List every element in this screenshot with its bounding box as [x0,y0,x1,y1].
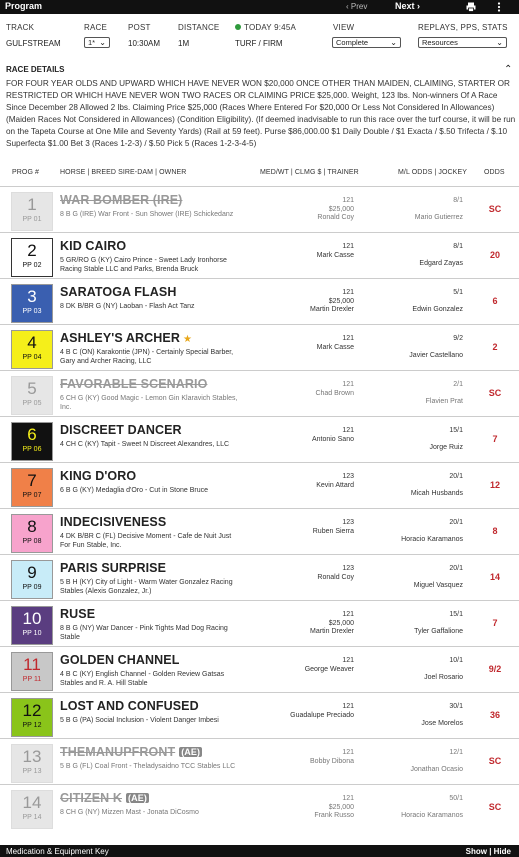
ml-odds-jockey [401,519,463,544]
jockey: Jorge Ruiz [429,443,463,451]
entry-row[interactable] [0,784,519,830]
program-number-badge [11,606,53,645]
ml-odds-jockey [421,703,463,728]
col-horse: HORSE | BREED SIRE-DAM | OWNER [60,169,187,176]
program-number-badge [11,422,53,461]
program-number: 1 [27,195,37,214]
weight: 121 [342,657,354,664]
col-prog: PROG # [12,169,40,176]
ml-odds-jockey [410,749,463,774]
horse-name[interactable] [60,285,176,299]
weight: 123 [342,519,354,526]
trainer: Kevin Attard [316,481,354,489]
entry-row[interactable] [0,508,519,554]
trainer: Martin Drexler [310,306,354,313]
program-number-badge [11,698,53,737]
horse-name[interactable] [60,193,182,207]
live-odds: 9/2 [488,664,502,674]
trainer: George Weaver [304,665,354,673]
entry-row[interactable] [0,646,519,692]
entry-row[interactable] [0,554,519,600]
ml-odds-jockey [401,795,463,820]
jockey: Tyler Gaffalione [414,627,463,635]
replays-label: REPLAYS, PPS, STATS [418,23,508,32]
ae-badge: (AE) [181,747,201,757]
claiming-price: $25,000 [328,803,354,811]
horse-name-text: RUSE [60,607,96,621]
horse-name-text: INDECISIVENESS [60,515,167,529]
col-odds: ODDS [484,169,505,176]
jockey: Miguel Vasquez [413,581,463,589]
ml-odds: 15/1 [449,611,463,618]
med-wt-trainer [310,749,354,766]
breed-sire-dam-owner: 4 B C (ON) Karakontie (JPN) - Certainly Special Barber, Gary and Archer Racing, LLC [60,349,234,365]
weight: 121 [342,335,354,342]
weight: 121 [342,243,354,250]
program-number-badge [11,514,53,553]
live-odds: 36 [489,710,500,720]
horse-name-text: CITIZEN K [60,791,123,805]
med-wt-trainer [317,565,354,582]
ml-odds-jockey [414,611,463,636]
weight: 121 [342,427,354,434]
post-position: PP 11 [22,676,42,683]
horse-name-text: ASHLEY'S ARCHER [60,331,180,345]
horse-name[interactable] [60,469,136,483]
weight: 121 [342,289,354,296]
med-wt-trainer [316,473,354,490]
med-wt-trainer [310,289,354,315]
track-value: GULFSTREAM [6,39,61,48]
ml-odds: 8/1 [453,197,463,204]
medication-key-bar [0,845,519,857]
program-number: 13 [22,747,42,766]
horse-name[interactable] [60,561,166,575]
medication-key-label: Medication & Equipment Key [6,847,109,856]
jockey: Mario Gutierrez [414,213,463,221]
horse-name-text: SARATOGA FLASH [60,285,177,299]
program-number-badge [11,744,53,783]
post-position: PP 06 [22,446,42,453]
weight: 121 [342,749,354,756]
ml-odds-jockey [424,657,463,682]
trainer: Guadalupe Preciado [290,711,354,719]
med-wt-trainer [305,657,354,674]
med-wt-trainer [314,795,354,821]
program-number: 3 [27,287,37,306]
horse-name-text: KID CAIRO [60,239,127,253]
live-odds: SC [488,802,502,812]
horse-name-text: GOLDEN CHANNEL [60,653,180,667]
trainer: Ronald Coy [317,573,354,581]
show-hide-toggle[interactable]: Show | Hide [465,847,511,856]
replays-select[interactable] [418,37,507,48]
race-label: RACE [84,23,108,32]
live-odds: 14 [489,572,500,582]
horse-name[interactable] [60,239,126,253]
jockey: Edwin Gonzalez [412,305,463,313]
breed-sire-dam-owner: 5 GR/RO G (KY) Cairo Prince - Sweet Lady Ironhorse Racing Stable LLC and Parks, Brenda Bruck [60,257,227,273]
breed-sire-dam-owner: 6 B G (KY) Medaglia d'Oro - Cut in Stone Bruce [60,487,209,494]
claiming-price: $25,000 [328,619,354,627]
race-details-title: RACE DETAILS [6,65,65,74]
horse-name[interactable] [60,331,192,345]
jockey: Horacio Karamanos [401,811,463,819]
ml-odds: 50/1 [449,795,463,802]
post-position: PP 13 [22,768,42,775]
post-value: 10:30AM [128,39,161,48]
post-position: PP 01 [22,216,42,223]
program-number: 2 [27,241,37,260]
live-odds: 6 [492,296,498,306]
horse-name[interactable] [60,423,182,437]
ml-odds: 20/1 [449,519,463,526]
today-label: TODAY 9:45A [244,23,297,32]
trainer: Ronald Coy [317,214,354,221]
ml-odds: 2/1 [453,381,463,388]
program-number-badge [11,284,53,323]
program-number: 9 [27,563,37,582]
distance-label: DISTANCE [178,23,220,32]
horse-name[interactable] [60,745,202,759]
ml-odds-jockey [415,197,463,222]
weight: 121 [342,795,354,802]
entry-row[interactable] [0,600,519,646]
program-number: 8 [27,517,37,536]
post-position: PP 14 [22,814,42,821]
chevron-down-icon: ⌄ [496,38,503,47]
breed-sire-dam-owner: 8 DK B/BR G (NY) Laoban - Flash Act Tanz [60,303,195,310]
ml-odds: 30/1 [449,703,463,710]
trainer: Frank Russo [314,812,354,819]
breed-sire-dam-owner: 6 CH G (KY) Good Magic - Lemon Gin Klaravich Stables, Inc. [60,395,238,411]
breed-sire-dam-owner: 8 B G (IRE) War Front - Sun Shower (IRE) Schickedanz [60,211,234,218]
collapse-chevron-up-icon[interactable]: ⌃ [504,64,513,75]
horse-name[interactable] [60,607,95,621]
entry-row[interactable] [0,462,519,508]
horse-name-text: THEMANUPFRONT [60,745,176,759]
horse-name-text: DISCREET DANCER [60,423,182,437]
ml-odds-jockey [411,473,463,498]
ml-odds: 10/1 [449,657,463,664]
breed-sire-dam-owner: 5 B G (PA) Social Inclusion - Violent Danger Imbesi [60,717,219,724]
ml-odds-jockey [430,427,463,452]
program-title: Program [5,1,43,11]
horse-name[interactable] [60,515,166,529]
ml-odds: 15/1 [449,427,463,434]
program-number-badge [11,192,53,231]
col-med: MED/WT | CLMG $ | TRAINER [260,169,359,176]
breed-sire-dam-owner: 8 CH G (NY) Mizzen Mast - Jonata DiCosmo [60,809,199,816]
trainer: Ruben Sierra [312,527,354,535]
printer-icon[interactable] [466,2,476,12]
horse-name[interactable] [60,699,199,713]
horse-name[interactable] [60,653,179,667]
jockey: Flavien Prat [425,397,463,405]
ml-odds-jockey [426,381,463,406]
program-number: 5 [27,379,37,398]
horse-name[interactable] [60,791,149,805]
prev-label: Prev [350,2,368,11]
jockey: Jonathan Ocasio [410,765,463,773]
jockey: Joel Rosario [424,673,463,681]
weight: 121 [342,197,354,204]
program-number-badge [11,238,53,277]
replays-select-value: Resources [422,38,458,47]
race-select[interactable] [84,37,110,48]
program-number-badge [11,468,53,507]
jockey: Jose Morelos [421,719,463,727]
ml-odds: 12/1 [449,749,463,756]
live-odds: 7 [492,434,498,444]
live-odds: SC [488,756,502,766]
live-odds: 8 [492,526,498,536]
live-odds: SC [488,204,502,214]
entry-row[interactable] [0,692,519,738]
trainer: Martin Drexler [310,628,354,635]
program-number: 7 [27,471,37,490]
breed-sire-dam-owner: 5 B H (KY) City of Light - Warm Water Gonzalez Racing Stables (Alexis Gonzalez, Jr.) [60,579,233,595]
jockey: Horacio Karamanos [401,535,463,543]
trainer: Mark Casse [316,251,354,259]
live-odds: 12 [489,480,500,490]
entry-row[interactable] [0,738,519,784]
weight: 123 [342,565,354,572]
post-position: PP 04 [22,354,42,361]
med-wt-trainer [317,335,354,352]
program-number-badge [11,790,53,829]
live-odds: 7 [492,618,498,628]
breed-sire-dam-owner: 8 B G (NY) War Dancer - Pink Tights Mad Dog Racing Stable [60,625,228,641]
ml-odds: 9/2 [453,335,463,342]
claiming-price: $25,000 [328,205,354,213]
race-details-text: FOR FOUR YEAR OLDS AND UPWARD WHICH HAVE NEVER WON $20,000 ONCE OTHER THAN MAIDEN, CLAIMING, STARTER OR RESTRICTED OR WHICH HAVE NEVER WON TWO RACES OR CLAIMING PRICE $25,000. Weight, 123 lbs. Non-winners Of A Race Since December 28 Allowed 2 lbs. Claiming Price $25,000 (Races Where Entered For $20,000 Or Less Not Considered In Allowances)(Maiden Races Not Considered in Allowances) (Condition Eligibility). (If deemed inadvisable to run this race over the turf course, it will be run on the Tapeta Course at One Mile and Seventy Yards) (Rail at 59 feet). Purse $86,000.00 $1 Daily Double / $1 Exacta / $.50 Trifecta / $.10 Superfecta $1.00 Bet 3 (Races 1-2-3) / $.50 Pick 5 (Races 1-2-3-4-5) [6,79,516,148]
breed-sire-dam-owner: 4 CH C (KY) Tapit - Sweet N Discreet Alexandres, LLC [60,441,230,448]
kebab-menu-icon[interactable] [494,2,504,12]
post-position: PP 08 [22,538,42,545]
ml-odds: 20/1 [449,565,463,572]
ml-odds-jockey [412,289,463,314]
weight: 121 [342,381,354,388]
horse-name-text: LOST AND CONFUSED [60,699,199,713]
horse-name-text: FAVORABLE SCENARIO [60,377,208,391]
jockey: Micah Husbands [410,489,463,497]
view-select[interactable] [332,37,401,48]
ml-odds-jockey [419,243,463,268]
horse-name-text: PARIS SURPRISE [60,561,167,575]
trainer: Mark Casse [316,343,354,351]
star-icon: ★ [183,334,193,345]
distance-value: 1M [178,39,190,48]
program-number-badge [11,376,53,415]
ml-odds-jockey [414,565,463,590]
post-position: PP 12 [22,722,42,729]
program-number: 14 [22,793,42,812]
weight: 121 [342,611,354,618]
ml-odds: 20/1 [449,473,463,480]
post-position: PP 03 [22,308,42,315]
med-wt-trainer [313,519,354,536]
entry-row[interactable] [0,370,519,416]
status-dot-icon [235,24,241,30]
breed-sire-dam-owner: 4 DK B/BR C (FL) Decisive Moment - Cafe de Nuit Just For Fun Stable, Inc. [60,533,232,549]
program-number: 4 [27,333,37,352]
horse-name[interactable] [60,377,207,391]
program-number: 12 [22,701,42,720]
entry-row[interactable] [0,278,519,324]
program-number-badge [11,560,53,599]
chevron-down-icon: ⌄ [390,38,397,47]
med-wt-trainer [310,611,354,637]
program-number: 10 [22,609,42,628]
live-odds: 20 [489,250,500,260]
next-label: Next [395,1,415,11]
today-status [235,23,296,32]
ml-odds-jockey [409,335,463,360]
ml-odds: 8/1 [453,243,463,250]
entry-row[interactable] [0,324,519,370]
track-label: TRACK [6,23,35,32]
post-position: PP 02 [22,262,42,269]
program-number-badge [11,652,53,691]
horse-name-text: WAR BOMBER (IRE) [60,193,183,207]
program-number-badge [11,330,53,369]
trainer: Bobby Dibona [310,757,354,765]
breed-sire-dam-owner: 4 B C (KY) English Channel - Golden Review Gatsas Stables and R. A. Hill Stable [60,671,225,687]
race-select-value: 1* [88,38,96,47]
prev-race-button[interactable]: ‹ Prev [346,2,368,11]
entry-row[interactable] [0,232,519,278]
view-select-value: Complete [336,38,369,47]
ae-badge: (AE) [128,793,147,803]
chevron-down-icon: ⌄ [99,38,106,47]
breed-sire-dam-owner: 5 B G (FL) Coal Front - Theladysaidno TCC Stables LLC [60,763,236,770]
med-wt-trainer [317,197,354,223]
weight: 121 [342,703,354,710]
med-wt-trainer [312,427,354,444]
post-position: PP 07 [22,492,42,499]
program-number: 11 [23,655,41,674]
program-topbar [0,0,519,14]
post-position: PP 05 [22,400,42,407]
live-odds: SC [488,388,502,398]
ml-odds: 5/1 [453,289,463,296]
med-wt-trainer [290,703,354,720]
post-label: POST [128,23,151,32]
post-position: PP 10 [22,630,42,637]
entry-row[interactable] [0,416,519,462]
claiming-price: $25,000 [328,297,354,305]
trainer: Chad Brown [315,389,354,397]
horse-name-text: KING D'ORO [60,469,137,483]
col-ml: M/L ODDS | JOCKEY [398,169,467,176]
trainer: Antonio Sano [311,435,354,443]
view-label: VIEW [333,23,355,32]
surface-value: TURF / FIRM [235,39,283,48]
med-wt-trainer [317,243,354,260]
jockey: Javier Castellano [409,351,463,359]
weight: 123 [342,473,354,480]
live-odds: 2 [492,342,498,352]
program-number: 6 [27,425,37,444]
entry-row[interactable] [0,186,519,232]
post-position: PP 09 [22,584,42,591]
next-race-button[interactable]: Next › [395,1,421,11]
jockey: Edgard Zayas [419,259,463,267]
med-wt-trainer [315,381,354,398]
